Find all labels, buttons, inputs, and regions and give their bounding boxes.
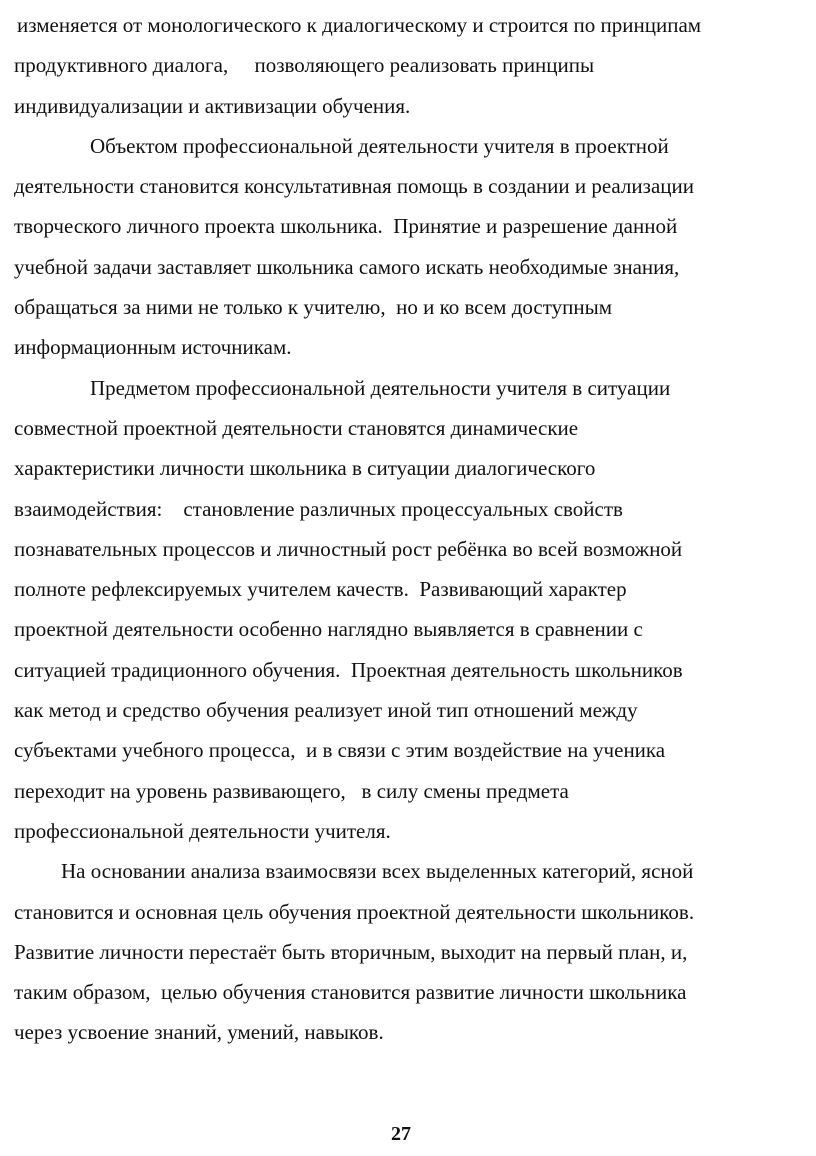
text-line: характеристики личности школьника в ситуации диалогического [14, 456, 596, 481]
text-line: информационным источникам. [14, 335, 292, 360]
text-line: деятельности становится консультативная помощь в создании и реализации [14, 174, 694, 199]
paragraph-3 [14, 368, 804, 852]
text-line: учебной задачи заставляет школьника самого искать необходимые знания, [14, 254, 680, 279]
text-line: становится и основная цель обучения проектной деятельности школьников. [14, 899, 695, 924]
text-line: Предметом профессиональной деятельности учителя в ситуации [90, 375, 671, 400]
text-line: ситуацией традиционного обучения. Проектная деятельность школьников [14, 657, 683, 682]
text-line: полноте рефлексируемых учителем качеств. Развивающий характер [14, 577, 627, 602]
page-number [0, 1123, 816, 1146]
paragraph-4 [14, 851, 804, 1052]
text-line: Объектом профессиональной деятельности учителя в проектной [90, 133, 669, 158]
text-line: профессиональной деятельности учителя. [14, 818, 391, 843]
text-line: переходит на уровень развивающего, в силу смены предмета [14, 778, 569, 803]
text-line: субъектами учебного процесса, и в связи с этим воздействие на ученика [14, 738, 666, 763]
text-line: познавательных процессов и личностный рост ребёнка во всей возможной [14, 536, 683, 561]
text-line: продуктивного диалога, позволяющего реализовать принципы [14, 53, 595, 78]
text-line: взаимодействия: становление различных процессуальных свойств [14, 496, 623, 521]
document-page [14, 5, 804, 1053]
text-line: проектной деятельности особенно наглядно выявляется в сравнении с [14, 617, 643, 642]
page-number-text: 27 [391, 1123, 411, 1145]
text-line: совместной проектной деятельности становятся динамические [14, 415, 579, 440]
paragraph-1 [14, 5, 804, 126]
text-line: Развитие личности перестаёт быть вторичным, выходит на первый план, и, [14, 939, 688, 964]
text-line: через усвоение знаний, умений, навыков. [14, 1020, 384, 1045]
text-line: творческого личного проекта школьника. Принятие и разрешение данной [14, 214, 678, 239]
paragraph-2 [14, 126, 804, 368]
text-line: На основании анализа взаимосвязи всех выделенных категорий, ясной [61, 859, 694, 884]
text-line: обращаться за ними не только к учителю, но и ко всем доступным [14, 295, 612, 320]
text-line: индивидуализации и активизации обучения. [14, 93, 411, 118]
text-line: как метод и средство обучения реализует иной тип отношений между [14, 698, 638, 723]
text-line: изменяется от монологического к диалогическому и строится по принципам [17, 13, 702, 37]
text-line: таким образом, целью обучения становится развитие личности школьника [14, 980, 687, 1005]
